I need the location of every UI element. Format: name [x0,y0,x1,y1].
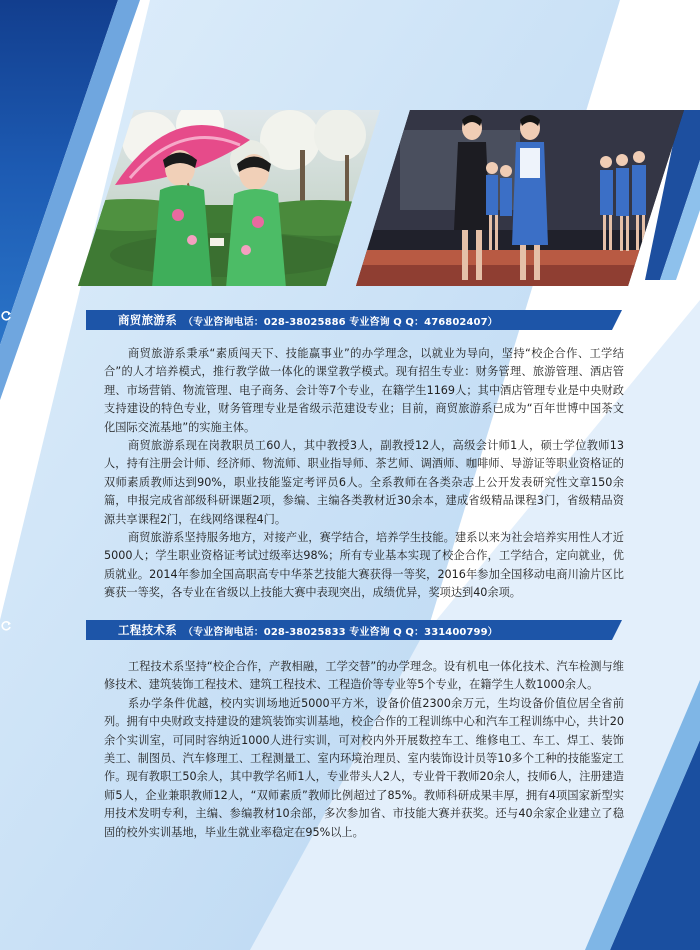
paragraph: 工程技术系坚持“校企合作，产教相融，工学交替”的办学理念。设有机电一体化技术、汽车检测与维修技术、建筑装饰工程技术、建筑工程技术、工程造价等专业等5个专业，在籍学生人数1000余人。 [104,660,624,692]
section-body [104,658,624,842]
section-title: 商贸旅游系 [118,313,177,327]
circular-arrow-icon [98,312,114,328]
section-header-bar [0,620,700,640]
paragraph: 系办学条件优越，校内实训场地近5000平方米，设备价值2300余万元，生均设备价值位居全省前列。拥有中央财政支持建设的建筑装饰实训基地，校企合作的工程训练中心和汽车工程训练中心，共计20余个实训室，可同时容纳近1000人进行实训，可对校内外开展数控车工、维修电工、车工、焊工、装饰美工、制图员、汽车修理工、工程测量工、室内环境治理员、室内装饰设计员等10多个工种的技能鉴定工作。现有教职工50余人，其中教学名师1人，专业带头人2人，专业骨干教师20余人，技师6人，注册建造师5人，企业兼职教师12人，“双师素质”教师比例超过了85%。教师科研成果丰厚，拥有4项国家新型实用技术发明专利，主编、参编教材10余部，多次参加省、市技能大赛并获奖。还与40余家企业建立了稳固的校外实训基地，毕业生就业率稳定在95%以上。 [104,696,624,839]
section-contact: （专业咨询电话：028-38025886 专业咨询 Q Q：476802407） [183,316,498,328]
paragraph: 商贸旅游系现在岗教职员工60人，其中教授3人，副教授12人，高级会计师1人，硕士学位教师13人，持有注册会计师、经济师、物流师、职业指导师、茶艺师、调酒师、咖啡师、导游证等职业资格证的双师素质教师达到90%，职业技能鉴定考评员6人。全系教师在各类杂志上公开发表研究性文章150余篇，申报完成省部级科研课题2项，参编、主编各类教材近30余本，建成省级精品课程3门，省级精品资源共享课程2门，在线网络课程4门。 [104,439,624,526]
section-contact: （专业咨询电话：028-38025833 专业咨询 Q Q：331400799） [183,626,498,638]
circular-arrow-icon [98,622,114,638]
paragraph: 商贸旅游系秉承“素质闯天下、技能赢事业”的办学理念，以就业为导向，坚持“校企合作、工学结合”的人才培养模式，推行教学做一体化的课堂教学模式。现有招生专业：财务管理、旅游管理、酒店管理、市场营销、物流管理、电子商务、会计等7个专业，在籍学生1169人；其中酒店管理专业是中央财政支持建设的特色专业，财务管理专业是省级示范建设专业；目前，商贸旅游系已成为“百年世博中国茶文化国际交流基地”的实施主体。 [104,347,624,434]
paragraph: 商贸旅游系坚持服务地方，对接产业，赛学结合，培养学生技能。建系以来为社会培养实用性人才近5000人；学生职业资格证考试过级率达98%；所有专业基本实现了校企合作，工学结合，定向就业，优质就业。2014年参加全国高职高专中华茶艺技能大赛获得一等奖，2016年参加全国移动电商川渝片区比赛获一等奖，各专业在省级以上技能大赛中表现突出，成绩优异，奖项达到40余项。 [104,531,624,600]
section-body [104,345,624,603]
section-header-bar [0,310,700,330]
photo-tea-ceremony [0,0,700,300]
section-title: 工程技术系 [118,623,177,637]
